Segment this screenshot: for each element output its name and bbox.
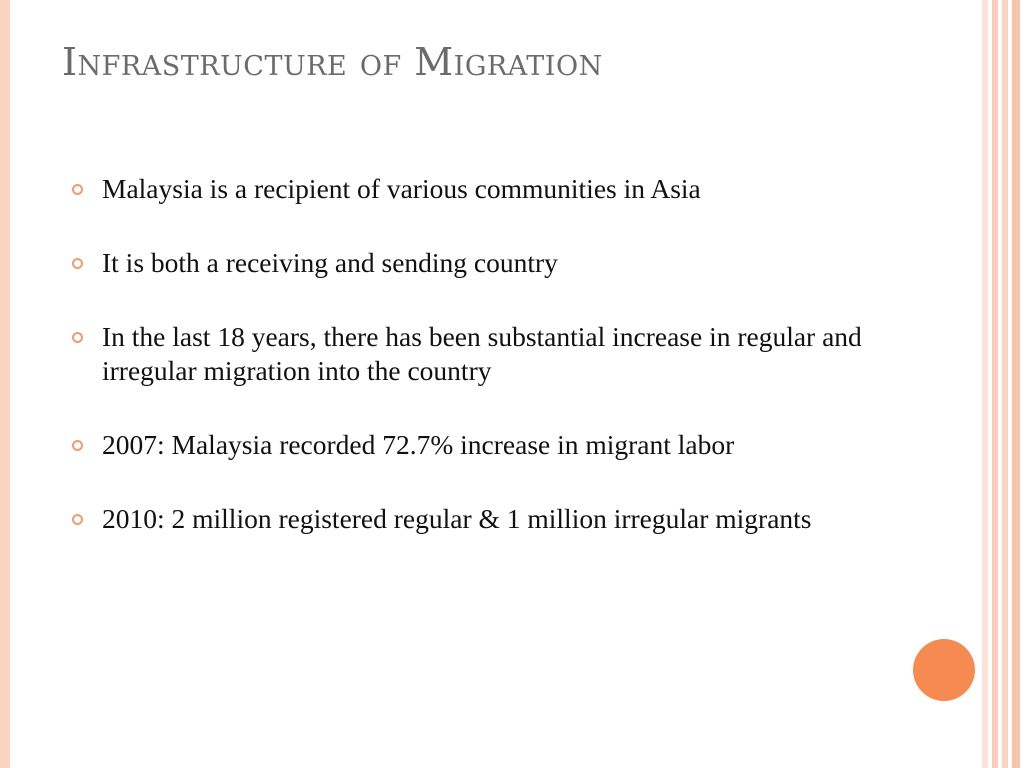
bullet-list — [72, 172, 892, 576]
bullet-circle-icon — [72, 440, 83, 451]
bullet-text: In the last 18 years, there has been substantial increase in regular and irregular migration into the country — [102, 321, 862, 386]
right-border-stripes — [978, 0, 1024, 768]
bullet-item — [72, 320, 892, 388]
left-border-stripe — [0, 0, 10, 768]
bullet-circle-icon — [72, 184, 83, 195]
decorative-circle-icon — [913, 639, 975, 701]
bullet-text: 2010: 2 million registered regular & 1 million irregular migrants — [102, 503, 812, 534]
bullet-item — [72, 246, 892, 280]
bullet-circle-icon — [72, 514, 83, 525]
bullet-text: Malaysia is a recipient of various communities in Asia — [102, 173, 701, 204]
bullet-item — [72, 172, 892, 206]
bullet-text: It is both a receiving and sending country — [102, 247, 558, 278]
bullet-item — [72, 428, 892, 462]
bullet-text: 2007: Malaysia recorded 72.7% increase in migrant labor — [102, 429, 735, 460]
slide-title: Infrastructure of Migration — [62, 40, 603, 84]
bullet-item — [72, 502, 892, 536]
bullet-circle-icon — [72, 258, 83, 269]
bullet-circle-icon — [72, 332, 83, 343]
